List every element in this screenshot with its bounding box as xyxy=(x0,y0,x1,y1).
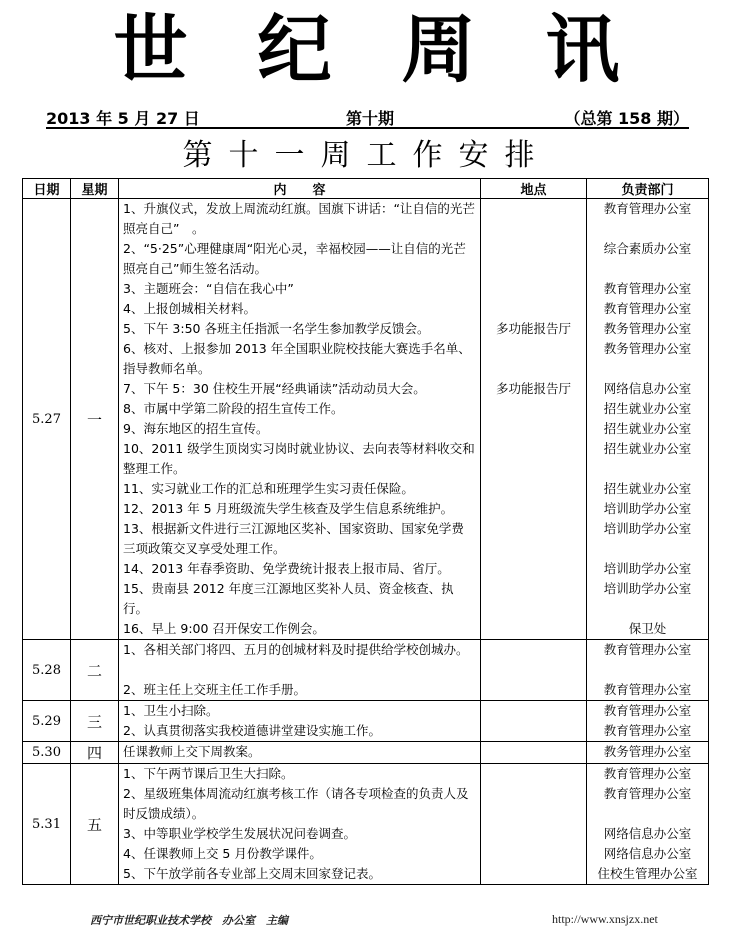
item-department: 招生就业办公室 xyxy=(603,401,692,416)
item-location xyxy=(481,701,586,721)
schedule-item: 5、下午 3:50 各班主任指派一名学生参加教学反馈会。 xyxy=(123,321,430,336)
item-department: 教育管理办公室 xyxy=(603,201,692,216)
row-content xyxy=(119,640,481,701)
item-department: 保卫处 xyxy=(628,621,667,636)
item-location xyxy=(481,519,586,559)
item-location xyxy=(481,439,586,479)
schedule-item: 16、早上 9:00 召开保安工作例会。 xyxy=(123,621,325,636)
item-location xyxy=(481,824,586,844)
item-department: 教育管理办公室 xyxy=(603,682,692,697)
schedule-item: 1、各相关部门将四、五月的创城材料及时提供给学校创城办。 xyxy=(123,642,469,657)
schedule-item: 15、贵南县 2012 年度三江源地区奖补人员、资金核查、执行。 xyxy=(123,581,454,616)
item-department: 教育管理办公室 xyxy=(603,642,692,657)
item-location: 多功能报告厅 xyxy=(495,381,571,396)
schedule-day-row xyxy=(23,742,709,764)
item-department: 培训助学办公室 xyxy=(603,521,692,536)
row-content xyxy=(119,742,481,764)
schedule-item: 1、下午两节课后卫生大扫除。 xyxy=(123,766,294,781)
item-location xyxy=(481,579,586,619)
item-department: 教务管理办公室 xyxy=(603,744,692,759)
item-location xyxy=(481,619,586,639)
schedule-item: 14、2013 年春季资助、免学费统计报表上报市局、省厅。 xyxy=(123,561,450,576)
row-weekday: 五 xyxy=(71,764,119,885)
item-location: 多功能报告厅 xyxy=(495,321,571,336)
schedule-item: 2、班主任上交班主任工作手册。 xyxy=(123,682,306,697)
item-location xyxy=(481,479,586,499)
schedule-item: 3、主题班会：“自信在我心中” xyxy=(123,281,294,296)
row-date: 5.29 xyxy=(23,701,71,742)
item-location xyxy=(481,239,586,279)
header-department: 负责部门 xyxy=(587,179,709,199)
schedule-item: 2、星级班集体周流动红旗考核工作（请各专项检查的负责人及时反馈成绩）。 xyxy=(123,786,469,821)
row-location xyxy=(481,199,587,640)
row-date: 5.28 xyxy=(23,640,71,701)
row-location xyxy=(481,742,587,764)
item-department: 培训助学办公室 xyxy=(603,501,692,516)
row-department xyxy=(587,742,709,764)
item-department: 招生就业办公室 xyxy=(603,421,692,436)
week-title: 第十一周工作安排 xyxy=(182,138,551,173)
schedule-item: 12、2013 年 5 月班级流失学生核查及学生信息系统维护。 xyxy=(123,501,454,516)
item-department: 网络信息办公室 xyxy=(603,826,692,841)
item-department: 教育管理办公室 xyxy=(603,766,692,781)
schedule-item: 4、任课教师上交 5 月份教学课件。 xyxy=(123,846,322,861)
item-department: 教务管理办公室 xyxy=(603,321,692,336)
row-location xyxy=(481,701,587,742)
item-department: 网络信息办公室 xyxy=(603,381,692,396)
item-location xyxy=(481,844,586,864)
schedule-item: 3、中等职业学校学生发展状况问卷调查。 xyxy=(123,826,356,841)
item-department: 教育管理办公室 xyxy=(603,723,692,738)
schedule-item: 7、下午 5：30 住校生开展“经典诵读”活动动员大会。 xyxy=(123,381,426,396)
row-weekday: 四 xyxy=(71,742,119,764)
schedule-item: 5、下午放学前各专业部上交周末回家登记表。 xyxy=(123,866,381,881)
schedule-day-row xyxy=(23,764,709,885)
schedule-item: 1、升旗仪式，发放上周流动红旗。国旗下讲话：“让自信的光芒照亮自己” 。 xyxy=(123,201,475,236)
item-location xyxy=(481,864,586,884)
row-content xyxy=(119,701,481,742)
item-location xyxy=(481,559,586,579)
item-location xyxy=(481,764,586,784)
row-department xyxy=(587,701,709,742)
item-location xyxy=(481,784,586,824)
item-location xyxy=(481,399,586,419)
schedule-item: 13、根据新文件进行三江源地区奖补、国家资助、国家免学费三项政策交叉享受处理工作。 xyxy=(123,521,464,556)
item-department: 教育管理办公室 xyxy=(603,301,692,316)
table-header-row xyxy=(23,179,709,199)
schedule-day-row xyxy=(23,640,709,701)
item-department: 培训助学办公室 xyxy=(603,581,692,596)
masthead-title: 世纪周讯 xyxy=(113,7,690,93)
schedule-day-row xyxy=(23,199,709,640)
item-location xyxy=(481,640,586,680)
footer-url: http://www.xnsjzx.net xyxy=(552,912,658,926)
row-department xyxy=(587,640,709,701)
row-weekday: 二 xyxy=(71,640,119,701)
schedule-item: 8、市属中学第二阶段的招生宣传工作。 xyxy=(123,401,344,416)
row-department xyxy=(587,764,709,885)
row-date: 5.31 xyxy=(23,764,71,885)
header-date: 日期 xyxy=(23,179,71,199)
schedule-item: 任课教师上交下周教案。 xyxy=(123,744,261,759)
header-content: 内 容 xyxy=(119,179,481,199)
masthead xyxy=(0,0,733,100)
item-department: 培训助学办公室 xyxy=(603,561,692,576)
issue-line xyxy=(46,104,689,128)
issue-total: （总第 158 期） xyxy=(564,109,689,128)
issue-date: 2013 年 5 月 27 日 xyxy=(46,109,200,128)
row-weekday: 三 xyxy=(71,701,119,742)
schedule-item: 9、海东地区的招生宣传。 xyxy=(123,421,269,436)
row-location xyxy=(481,640,587,701)
item-location xyxy=(481,279,586,299)
item-department: 教育管理办公室 xyxy=(603,786,692,801)
item-location xyxy=(481,680,586,700)
item-location xyxy=(481,199,586,239)
schedule-item: 1、卫生小扫除。 xyxy=(123,703,219,718)
schedule-day-row xyxy=(23,701,709,742)
item-location xyxy=(481,721,586,741)
row-weekday: 一 xyxy=(71,199,119,640)
row-content xyxy=(119,199,481,640)
item-location xyxy=(481,419,586,439)
item-location xyxy=(481,339,586,379)
item-department: 教育管理办公室 xyxy=(603,281,692,296)
schedule-table xyxy=(22,178,709,885)
row-location xyxy=(481,764,587,885)
row-department xyxy=(587,199,709,640)
item-department: 教务管理办公室 xyxy=(603,341,692,356)
issue-rule xyxy=(46,127,689,129)
row-date: 5.30 xyxy=(23,742,71,764)
item-location xyxy=(481,742,586,762)
item-location xyxy=(481,299,586,319)
schedule-item: 4、上报创城相关材料。 xyxy=(123,301,256,316)
schedule-item: 11、实习就业工作的汇总和班理学生实习责任保险。 xyxy=(123,481,414,496)
schedule-item: 2、“5·25”心理健康周“阳光心灵，幸福校园——让自信的光芒照亮自己”师生签名活动。 xyxy=(123,241,466,276)
item-department: 住校生管理办公室 xyxy=(597,866,698,881)
item-location xyxy=(481,499,586,519)
header-weekday: 星期 xyxy=(71,179,119,199)
schedule-item: 6、核对、上报参加 2013 年全国职业院校技能大赛选手名单、指导教师名单。 xyxy=(123,341,471,376)
row-content xyxy=(119,764,481,885)
header-location: 地点 xyxy=(481,179,587,199)
item-department: 招生就业办公室 xyxy=(603,441,692,456)
issue-number: 第十期 xyxy=(346,109,395,128)
item-department: 网络信息办公室 xyxy=(603,846,692,861)
item-department: 教育管理办公室 xyxy=(603,703,692,718)
schedule-item: 2、认真贯彻落实我校道德讲堂建设实施工作。 xyxy=(123,723,381,738)
schedule-body xyxy=(23,199,709,885)
item-department: 综合素质办公室 xyxy=(603,241,692,256)
footer-editor: 西宁市世纪职业技术学校 办公室 主编 xyxy=(90,914,288,927)
row-date: 5.27 xyxy=(23,199,71,640)
item-department: 招生就业办公室 xyxy=(603,481,692,496)
schedule-item: 10、2011 级学生顶岗实习岗时就业协议、去向表等材料收交和整理工作。 xyxy=(123,441,475,476)
